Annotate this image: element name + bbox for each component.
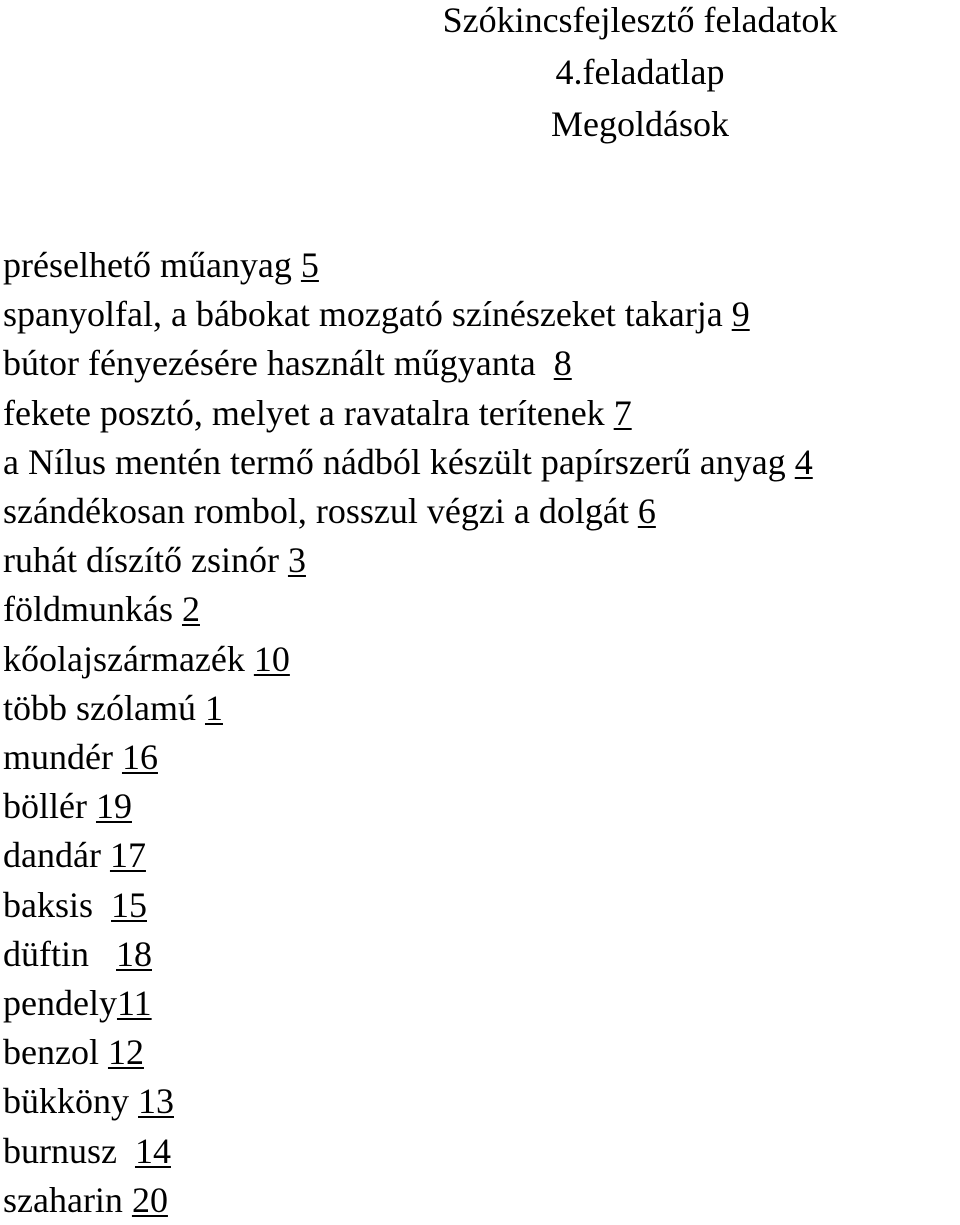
list-item bbox=[3, 1127, 813, 1176]
list-item bbox=[3, 487, 813, 536]
list-item bbox=[3, 438, 813, 487]
item-text: spanyolfal, a bábokat mozgató színészeket takarja bbox=[3, 294, 732, 335]
item-number: 18 bbox=[116, 933, 152, 974]
solution-list bbox=[3, 241, 813, 1225]
item-text: bükköny bbox=[3, 1081, 138, 1122]
item-number: 1 bbox=[204, 687, 223, 728]
list-item bbox=[3, 979, 813, 1028]
item-number: 16 bbox=[121, 737, 158, 778]
list-item bbox=[3, 782, 813, 831]
list-item bbox=[3, 684, 813, 733]
item-number: 14 bbox=[134, 1130, 171, 1171]
list-item bbox=[3, 831, 813, 880]
item-number: 6 bbox=[637, 491, 656, 532]
item-text: dandár bbox=[3, 835, 110, 876]
item-text: pendely bbox=[3, 983, 117, 1024]
list-item bbox=[3, 389, 813, 438]
item-number: 8 bbox=[553, 343, 572, 384]
item-number: 5 bbox=[300, 245, 319, 285]
item-number: 13 bbox=[138, 1081, 174, 1122]
item-text: burnusz bbox=[3, 1130, 135, 1171]
list-item bbox=[3, 536, 813, 585]
item-text: földmunkás bbox=[3, 589, 182, 630]
item-text: bútor fényezésére használt műgyanta bbox=[3, 343, 554, 384]
item-text: benzol bbox=[3, 1032, 108, 1073]
item-number: 10 bbox=[253, 638, 290, 679]
list-item bbox=[3, 290, 813, 339]
worksheet-label: 4.feladatlap bbox=[555, 52, 725, 92]
item-text: baksis bbox=[3, 884, 111, 925]
item-number: 19 bbox=[95, 786, 132, 827]
item-text: ruhát díszítő zsinór bbox=[3, 540, 288, 581]
item-number: 17 bbox=[109, 835, 146, 876]
item-text: böllér bbox=[3, 786, 96, 827]
list-item bbox=[3, 1028, 813, 1077]
document-title: Szókincsfejlesztő feladatok bbox=[442, 0, 838, 40]
item-text: szaharin bbox=[3, 1179, 132, 1220]
list-item bbox=[3, 241, 813, 290]
item-text: mundér bbox=[3, 737, 122, 778]
item-text: fekete posztó, melyet a ravatalra terítenek bbox=[3, 392, 614, 433]
list-item bbox=[3, 339, 813, 388]
document-header bbox=[400, 0, 880, 150]
item-number: 11 bbox=[116, 983, 152, 1024]
item-number: 7 bbox=[613, 392, 632, 433]
item-text: több szólamú bbox=[3, 687, 205, 728]
list-item bbox=[3, 1077, 813, 1126]
item-number: 9 bbox=[731, 294, 750, 335]
item-number: 20 bbox=[131, 1179, 168, 1220]
list-item bbox=[3, 733, 813, 782]
item-text: kőolajszármazék bbox=[3, 638, 254, 679]
item-text: préselhető műanyag bbox=[3, 245, 301, 285]
item-text: düftin bbox=[3, 933, 116, 974]
item-number: 2 bbox=[181, 589, 200, 630]
item-number: 15 bbox=[111, 884, 147, 925]
item-text: szándékosan rombol, rosszul végzi a dolgát bbox=[3, 491, 638, 532]
list-item bbox=[3, 930, 813, 979]
list-item bbox=[3, 635, 813, 684]
list-item bbox=[3, 881, 813, 930]
item-number: 12 bbox=[107, 1032, 144, 1073]
item-number: 4 bbox=[794, 441, 813, 482]
item-text: a Nílus mentén termő nádból készült papírszerű anyag bbox=[3, 441, 795, 482]
item-number: 3 bbox=[287, 540, 306, 581]
document-subtitle: Megoldások bbox=[551, 104, 729, 144]
list-item bbox=[3, 585, 813, 634]
